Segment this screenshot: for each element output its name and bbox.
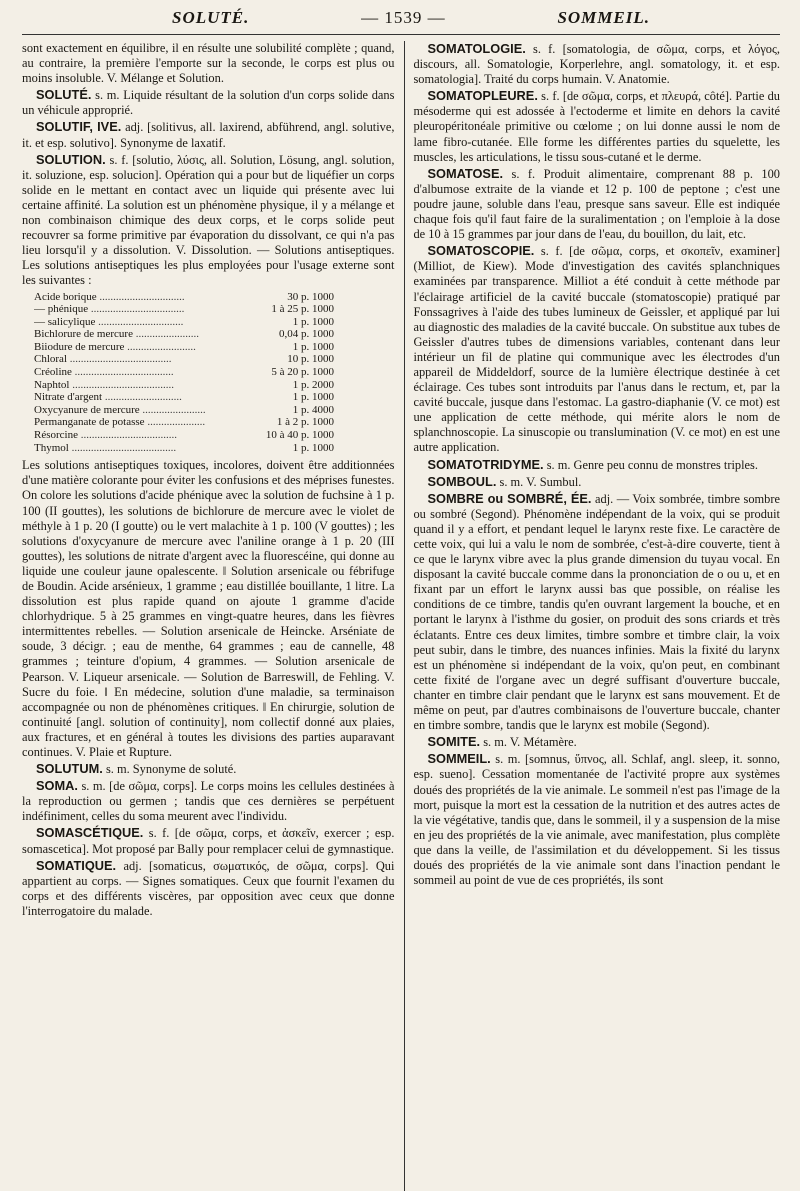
entry-text: s. m. Synonyme de soluté.: [105, 762, 237, 777]
dictionary-entry: [413, 474, 780, 490]
solution-name: — phénique ..................................: [34, 303, 185, 316]
entry-headword: SOLUTIF, IVE.: [36, 119, 122, 135]
solution-name: — salicylique ...............................: [34, 315, 184, 328]
dictionary-entry: [22, 778, 394, 824]
entry-text: adj. — Voix sombrée, timbre sombre ou sombré (Segond). Phénomène indépendant de la voix, qui se produit quand il y a effort, et pendant lequel le larynx reste fixe. Le caractère de cette voix, qui lui a valu le nom de sombrée, c'est-à-dire couverte, tient à ce que le larynx vibre avec la plus grande dimension du tuyau vocal. En disposant la cavité buccale comme dans la prononciation de o ou u, et en fixant par un effort le larynx aussi bas que possible, on réalise les conditions de ce timbre, tandis qu'en ouvrant largement la bouche, et en portant le larynx à l'isthme du gosier, on produit des sons criards et très éclatants. Entre ces deux limites, timbre sombre et timbre clair, la voix peut subir, dans le timbre, des nuances infinies. Mais la fixité du larynx est un phénomène si indépendant de la voix, qu'on peut, en combinant cette fixité de l'organe avec un degré suffisant d'ouverture buccale, chanter en timbre clair pendant que le larynx est sans mouvement. Et de même on peut, par d'autres combinaisons de l'ouverture buccale, chanter en timbre sombre, tandis que le larynx est mobile (Segond).: [413, 491, 780, 733]
table-row: [34, 416, 334, 429]
solution-ratio: 0,04 p. 1000: [279, 328, 334, 341]
table-row: [34, 328, 334, 341]
solution-ratio: 1 p. 4000: [292, 403, 334, 416]
two-column-body: [22, 41, 780, 1191]
table-row: [34, 353, 334, 366]
dictionary-entry: [22, 458, 394, 760]
left-column: [22, 41, 404, 1191]
entry-text: s. m. Liquide résultant de la solution d'un corps solide dans un véhicule approprié.: [22, 88, 395, 118]
dictionary-entry: [22, 858, 394, 919]
dictionary-entry: [413, 166, 780, 242]
antiseptic-solutions-table: [34, 291, 334, 455]
entry-headword: SOMATOLOGIE.: [427, 41, 526, 56]
solution-ratio: 1 à 2 p. 1000: [276, 416, 334, 429]
solution-name: Acide borique ...............................: [34, 290, 185, 303]
entry-text: s. m. V. Sumbul.: [499, 474, 582, 489]
entry-headword: SOMITE.: [427, 734, 481, 750]
table-row: [34, 291, 334, 304]
dictionary-entry: [22, 119, 394, 150]
page-number: — 1539 —: [361, 8, 446, 27]
solution-name: Résorcine ...................................: [34, 429, 177, 442]
solution-name: Créoline ....................................: [34, 366, 174, 379]
entry-text: s. f. Produit alimentaire, comprenant 88 p. 100 d'albumose extraite de la viande et 12 p. 100 de peptone ; c'est une poudre jaune, soluble dans l'eau, presque sans saveur. Elle est indiquée chaque fois qu'il faut faire de la suralimentation ; on l'emploie à la dose de 10 à 15 grammes par jour dans de l'eau, du bouillon, du lait, etc.: [413, 166, 780, 242]
right-column: [404, 41, 780, 1191]
table-row: [34, 379, 334, 392]
dictionary-entry: [22, 87, 394, 118]
table-row: [34, 303, 334, 316]
dictionary-entry: [413, 734, 780, 750]
entry-headword: SOMATOPLEURE.: [427, 88, 538, 104]
entry-headword: SOMA.: [36, 778, 78, 794]
table-row: [34, 391, 334, 404]
dictionary-entry: [413, 457, 780, 473]
running-head: [22, 8, 780, 35]
entry-text: s. m. Genre peu connu de monstres triples.: [546, 457, 758, 472]
solution-ratio: 30 p. 1000: [287, 290, 334, 303]
dictionary-entry: [22, 41, 394, 86]
entry-headword: SOMATOTRIDYME.: [427, 456, 544, 472]
dictionary-entry: [22, 152, 394, 289]
entry-text: s. m. [de σῶμα, corps]. Le corps moins les cellules destinées à la reproduction ou germen ; tandis que ces dernières se perpétuent indéfiniment, celles du soma meurent avec l'individu.: [22, 779, 395, 824]
solution-ratio: 1 p. 1000: [292, 340, 334, 353]
entry-text: s. f. [somatologia, de σῶμα, corps, et λόγος, discours, all. Somatologie, Korperlehre, angl. somatology, it. et esp. somatologia]. Traité du corps humain. V. Anatomie.: [413, 42, 780, 87]
entry-headword: SOMASCÉTIQUE.: [36, 825, 144, 841]
entry-headword: SOLUTUM.: [36, 761, 103, 777]
running-head-left: SOLUTÉ.: [172, 8, 250, 27]
solution-ratio: 1 p. 2000: [292, 378, 334, 391]
solution-ratio: 1 à 25 p. 1000: [271, 303, 334, 316]
entry-text: adj. [somaticus, σωματικός, de σῶμα, corps]. Qui appartient au corps. — Signes somatiques. Ceux que fournit l'examen du corps et des différents viscères, par opposition avec ceux que donne l'interrogatoire du malade.: [22, 858, 395, 918]
entry-text: s. f. [solutio, λύσις, all. Solution, Lösung, angl. solution, it. soluzione, esp. solucion]. Opération qui a pour but de liquéfier un corps solide en le mettant en contact avec un liquide qui présente avec lui certaine affinité. La solution est un phénomène physique, il y a mélange et non combinaison chimique des deux corps, et le corps solide peut recouvrer sa forme primitive par évaporation du dissolvant, ce qui n'a pas lieu lorsqu'il y a dissolution. V. Dissolution. — Solutions antiseptiques. Les solutions antiseptiques les plus employées pour l'usage externe sont les suivantes :: [22, 152, 395, 288]
entry-headword: SOMBOUL.: [427, 473, 497, 489]
dictionary-entry: [22, 825, 394, 856]
solution-ratio: 10 p. 1000: [287, 353, 334, 366]
solution-name: Biiodure de mercure .........................: [34, 340, 196, 353]
left-entries-bottom: [22, 458, 394, 919]
solution-ratio: 1 p. 1000: [292, 391, 334, 404]
entry-text: s. f. [de σῶμα, corps, et πλευρά, côté]. Partie du mésoderme qui est adossée à l'ectoderme et limite en dehors la cavité pleuropéritonéale primitive ou cœlome ; on lui donne aussi le nom de lame fibro-cutanée. Elle forme les différentes parties du squelette, les muscles, les articulations, le tissu sous-cutané et le derme.: [413, 89, 780, 164]
right-entries: [413, 41, 780, 888]
left-entries-top: [22, 41, 394, 289]
dictionary-entry: [22, 761, 394, 777]
solution-ratio: 1 p. 1000: [292, 315, 334, 328]
solution-name: Oxycyanure de mercure .......................: [34, 403, 206, 416]
dictionary-entry: [413, 41, 780, 87]
solution-name: Thymol ......................................: [34, 441, 177, 454]
table-row: [34, 316, 334, 329]
entry-headword: SOMATOSE.: [427, 165, 504, 181]
solution-ratio: 1 p. 1000: [292, 441, 334, 454]
solution-ratio: 10 à 40 p. 1000: [265, 429, 334, 442]
entry-headword: SOMMEIL.: [427, 751, 491, 767]
dictionary-entry: [413, 751, 780, 888]
solution-name: Permanganate de potasse .....................: [34, 416, 206, 429]
entry-text: sont exactement en équilibre, il en résulte une solubilité complète ; quand, au contraire, la première l'emporte sur la seconde, le corps est plus ou moins insoluble. V. Mélange et Solution.: [22, 41, 395, 86]
table-row: [34, 429, 334, 442]
dictionary-entry: [413, 491, 780, 734]
entry-headword: SOMBRE ou SOMBRÉ, ÉE.: [427, 490, 592, 506]
dictionary-entry: [413, 243, 780, 455]
solution-name: Bichlorure de mercure .......................: [34, 328, 199, 341]
entry-headword: SOLUTION.: [36, 151, 106, 167]
entry-text: s. f. [de σῶμα, corps, et ἀσκεῖν, exercer ; esp. somascetica]. Mot proposé par Bally pour remplacer celui de gymnastique.: [22, 826, 395, 856]
entry-headword: SOLUTÉ.: [36, 87, 92, 103]
solution-name: Nitrate d'argent ............................: [34, 391, 182, 404]
table-row: [34, 404, 334, 417]
running-head-right: SOMMEIL.: [557, 8, 650, 27]
table-row: [34, 366, 334, 379]
dictionary-entry: [413, 88, 780, 164]
entry-text: adj. [solitivus, all. laxirend, abführend, angl. solutive, it. et esp. solutivo]. Synonyme de laxatif.: [22, 120, 395, 150]
entry-text: s. m. V. Métamère.: [483, 735, 577, 750]
solution-name: Chloral .....................................: [34, 353, 172, 366]
solution-ratio: 5 à 20 p. 1000: [271, 366, 334, 379]
entry-text: Les solutions antiseptiques toxiques, incolores, doivent être additionnées d'une matière colorante pour éviter les confusions et des méprises funestes. On colore les solutions d'acide phénique avec la solution de fuchsine à 1 p. 100 (II gouttes), les solutions de bichlorure de mercure avec le violet de méthyle à 1 p. 20 (I goutte) ou le vert malachite à 1 p. 100 (V gouttes) ; les solutions d'oxycyanure de mercure avec l'aniline orange à 1 p. 20 (III gouttes), les solutions de nitrate d'argent avec la fluorescéine, qui donne au liquide une couleur jaune opalescente. ‖ Solution arsenicale ou fébrifuge de Boudin. Acide arsénieux, 1 gramme ; eau distillée bouillante, 1 litre. La dissolution est plus rapide quand on ajoute 1 gramme d'acide chlorhydrique. 5 à 25 grammes en vingt-quatre heures, dans les fièvres intermittentes rebelles. — Solution arsenicale de Heincke. Arséniate de soude, 3 décigr. ; eau de menthe, 64 grammes ; eau de cannelle, 48 grammes ; teinture d'opium, 4 grammes. — Solution arsenicale de Pearson. V. Liqueur arsenicale. — Solution de Barreswill, de Fehling. V. Sucre du foie. ‖ En médecine, solution d'une maladie, sa terminaison accompagnée ou non de phénomènes critiques. ‖ En chirurgie, solution de continuité [angl. solution of continuity], nom collectif donné aux plaies, aux fractures, et en général à toutes les divisions des parties auparavant continues. V. Plaie et Rupture.: [22, 458, 395, 759]
solution-name: Naphtol .....................................: [34, 378, 174, 391]
table-row: [34, 442, 334, 455]
entry-headword: SOMATIQUE.: [36, 857, 117, 873]
entry-text: s. f. [de σῶμα, corps, et σκοπεῖν, examiner] (Milliot, de Kiew). Mode d'investigation des cavités splanchniques examinées par transparence. Milliot a été conduit à cette méthode par l'éclairage artificiel de la cavité buccale (stomatoscopie) pratiqué par Fonssagrives à l'aide des tubes lumineux de Geissler, et appliqué par lui au diagnostic des maladies de la cavité buccale. On substitue aux tubes de Geissler d'autres tubes de dimensions variables, contenant dans leur intérieur un fil de platine qui communique avec les électrodes d'un appareil de Middeldorf, source de la lumière électrique destinée à cet éclairage. Ces tubes sont introduits par l'anus dans le rectum, et, par la cavité buccale, jusque dans l'estomac. La gastro-diaphanie (V. ce mot) est une application de cette méthode, qui mérite alors le nom de splanchnoscopie. La sinuscopie ou translumination (V. ce mot) en est une autre application.: [413, 244, 780, 455]
entry-headword: SOMATOSCOPIE.: [427, 243, 535, 259]
table-row: [34, 341, 334, 354]
entry-text: s. m. [somnus, ὕπνος, all. Schlaf, angl. sleep, it. sonno, esp. sueno]. Cessation momentanée de l'activité propre aux systèmes doués des propriétés de la vie animale. Le sommeil n'est pas l'image de la mort, puisque la mort est la cessation de la nutrition et des autres actes de la vie végétative, tandis que, dans le sommeil, il y a suspension de la mise en jeu des propriétés de la vie animale, avec manifestation, plus complète que dans la veille, de l'assimilation et du développement. Si les tissus doués des propriétés de la vie animale sont dans l'inaction pendant le sommeil au point de vue de ces propriétés, ils sont: [413, 752, 780, 888]
